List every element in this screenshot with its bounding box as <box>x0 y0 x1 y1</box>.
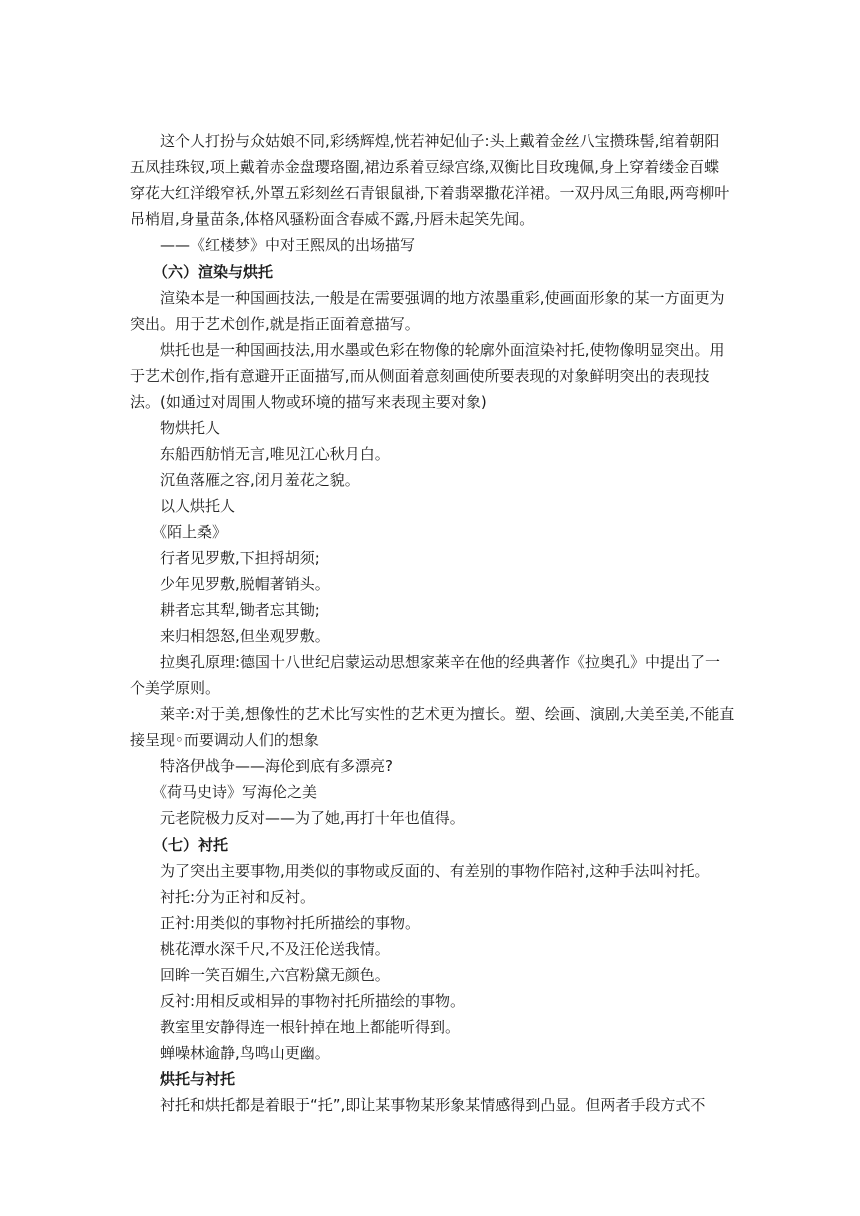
poem-line: 少年见罗敷,脱帽著销头。 <box>160 575 330 593</box>
text-line: 教室里安静得连一根针掉在地上都能听得到。 <box>160 1018 461 1036</box>
text-line: 元老院极力反对——为了她,再打十年也值得。 <box>160 809 465 827</box>
paragraph-line: 接呈现◦而要调动人们的想象 <box>130 731 319 749</box>
section-heading: （七）衬托 <box>153 836 229 854</box>
poem-line: 耕者忘其犁,锄者忘其锄; <box>160 601 320 619</box>
paragraph-line: 突出。用于艺术创作,就是指正面着意描写。 <box>130 315 420 333</box>
text-line: 正衬:用类似的事物衬托所描绘的事物。 <box>160 914 421 932</box>
paragraph-line: 莱辛:对于美,想像性的艺术比写实性的艺术更为擅长。塑、绘画、演剧,大美至美,不能直 <box>160 705 735 723</box>
paragraph-line: 穿花大红洋缎窄袄,外罩五彩刻丝石青银鼠褂,下着翡翠撒花洋裙。一双丹凤三角眼,两弯柳叶 <box>130 184 730 202</box>
poem-line: 来归相怨怒,但坐观罗敷。 <box>160 627 330 645</box>
text-line: 蝉噪林逾静,鸟鸣山更幽。 <box>160 1044 330 1062</box>
section-heading: 烘托与衬托 <box>160 1070 236 1088</box>
text-line: 衬托:分为正衬和反衬。 <box>160 888 316 906</box>
section-heading: （六）渲染与烘托 <box>153 263 274 281</box>
paragraph-line: 个美学原则。 <box>130 679 221 697</box>
poem-line: 行者见罗敷,下担捋胡须; <box>160 549 320 567</box>
text-line: 特洛伊战争——海伦到底有多漂亮? <box>160 757 393 775</box>
paragraph-line: 这个人打扮与众姑娘不同,彩绣辉煌,恍若神妃仙子:头上戴着金丝八宝攒珠髻,绾着朝阳 <box>160 132 720 150</box>
text-line: 回眸一笑百媚生,六宫粉黛无颜色。 <box>160 966 390 984</box>
text-line: 以人烘托人 <box>160 497 236 515</box>
paragraph-line: 烘托也是一种国画技法,用水墨或色彩在物像的轮廓外面渲染衬托,使物像明显突出。用 <box>160 341 725 359</box>
paragraph-line: 拉奥孔原理:德国十八世纪启蒙运动思想家莱辛在他的经典著作《拉奥孔》中提出了一 <box>160 653 721 671</box>
text-line: 东船西舫悄无言,唯见江心秋月白。 <box>160 445 390 463</box>
text-line: 反衬:用相反或相异的事物衬托所描绘的事物。 <box>160 992 466 1010</box>
text-line: 物烘托人 <box>160 419 221 437</box>
paragraph-line: 衬托和烘托都是着眼于“托”,即让某事物某形象某情感得到凸显。但两者手段方式不 <box>160 1096 706 1114</box>
paragraph-line: 吊梢眉,身量苗条,体格风骚粉面含春威不露,丹唇未起笑先闻。 <box>130 210 535 228</box>
paragraph-line: 法。(如通过对周围人物或环境的描写来表现主要对象) <box>130 393 487 411</box>
paragraph-line: 五凤挂珠钗,项上戴着赤金盘璎珞圈,裙边系着豆绿宫绦,双衡比目玫瑰佩,身上穿着缕金百蝶 <box>130 158 720 176</box>
text-line: 沉鱼落雁之容,闭月羞花之貌。 <box>160 471 360 489</box>
poem-title: 《陌上桑》 <box>152 523 228 541</box>
text-line: 桃花潭水深千尺,不及汪伦送我情。 <box>160 940 390 958</box>
text-line: 为了突出主要事物,用类似的事物或反面的、有差别的事物作陪衬,这种手法叫衬托。 <box>160 862 710 880</box>
paragraph-line: 渲染本是一种国画技法,一般是在需要强调的地方浓墨重彩,使画面形象的某一方面更为 <box>160 289 725 307</box>
text-line: 《荷马史诗》写海伦之美 <box>152 783 318 801</box>
citation: ——《红楼梦》中对王熙凤的出场描写 <box>160 236 416 254</box>
paragraph-line: 于艺术创作,指有意避开正面描写,而从侧面着意刻画使所要表现的对象鲜明突出的表现技 <box>130 367 710 385</box>
